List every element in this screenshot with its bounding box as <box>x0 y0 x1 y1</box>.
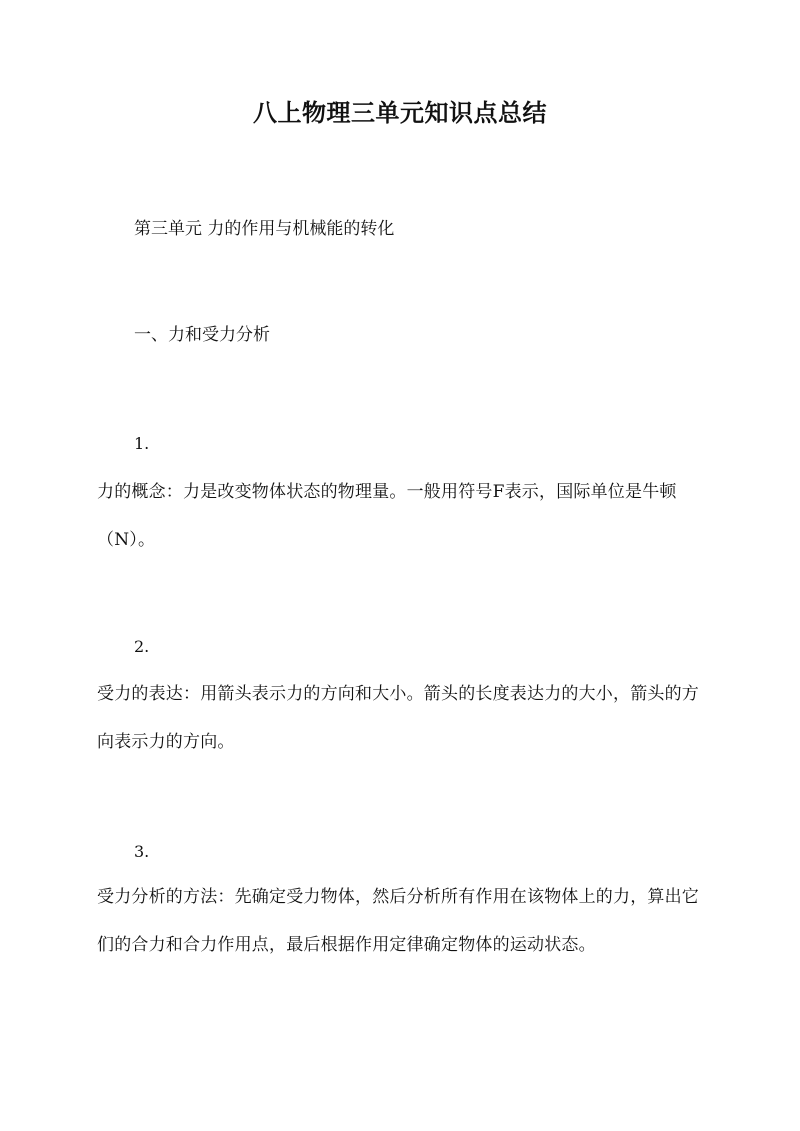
page-title: 八上物理三单元知识点总结 <box>253 98 547 127</box>
section-heading: 一、力和受力分析 <box>134 325 270 345</box>
item-number-1: 1. <box>134 434 150 453</box>
unit-heading: 第三单元 力的作用与机械能的转化 <box>134 219 395 239</box>
item-text-3: 受力分析的方法：先确定受力物体，然后分析所有作用在该物体上的力，算出它们的合力和合力作用点，最后根据作用定律确定物体的运动状态。 <box>97 887 699 955</box>
item-number-2: 2. <box>134 637 150 656</box>
item-number-3: 3. <box>134 842 150 861</box>
item-text-2: 受力的表达：用箭头表示力的方向和大小。箭头的长度表达力的大小，箭头的方向表示力的方向。 <box>97 684 699 752</box>
item-text-1: 力的概念：力是改变物体状态的物理量。一般用符号F表示，国际单位是牛顿（N）。 <box>97 482 677 550</box>
